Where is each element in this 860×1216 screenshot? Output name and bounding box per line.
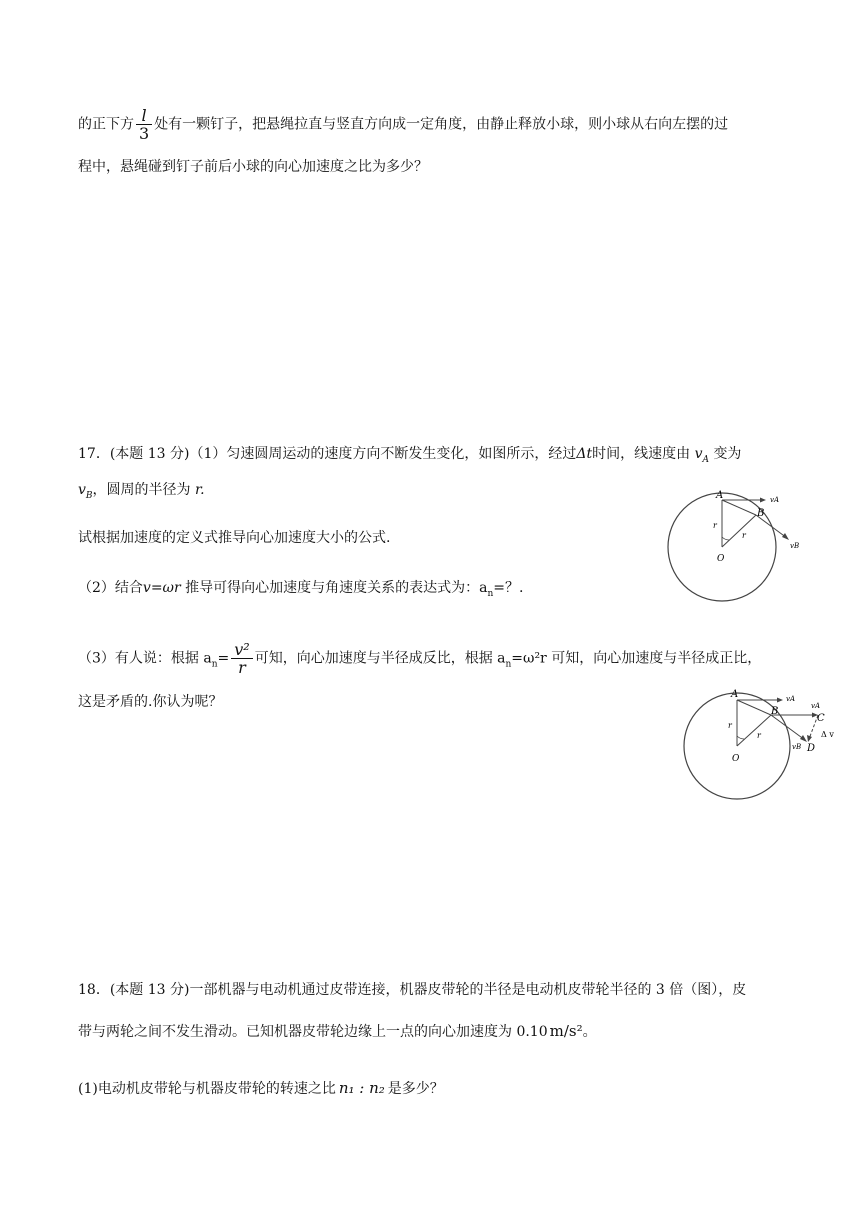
label-A: A (716, 490, 724, 501)
label-vA: vA (786, 695, 796, 703)
angle-arc (722, 537, 729, 540)
q17-part3: （3）有人说：根据 $a_n=$ $\frac{\text{v²}}{r}$ 可知，向心加速度与半径成反比，根据 $a_n=\omega^2r$ 可知，向心加速度与半径成正比， (78, 640, 762, 677)
label-B: B (771, 706, 779, 717)
arrowhead-vB (782, 533, 789, 540)
q18-line2: 带与两轮之间不发生滑动。已知机器皮带轮边缘上一点的向心加速度为 0.10 m/s²。 (78, 1022, 597, 1040)
label-D: D (807, 743, 816, 754)
label-vB: vB (792, 743, 802, 751)
arrowhead-vA (777, 698, 783, 703)
label-delta-v: Δ v (821, 730, 834, 739)
q17-line3: 试根据加速度的定义式推导向心加速度大小的公式. (78, 530, 391, 546)
label-vB: vB (790, 542, 800, 550)
q17-line-last: 这是矛盾的.你认为呢？ (78, 694, 223, 710)
circle-figure-2 (678, 686, 838, 806)
q17-line2: $v_B$，圆周的半径为 r. (78, 482, 205, 501)
vector-vB (771, 715, 805, 740)
label-r1: r (713, 521, 717, 530)
q16-line1: 的正下方 $\frac{l}{3}$ 处有一颗钉子，把悬绳拉直与竖直方向成一定角度，由静止释放小球，则小球从右向左摆的过 (78, 106, 729, 143)
arrowhead-delta-v (807, 735, 812, 742)
angle-arc (737, 736, 744, 739)
q18-line1: 18．(本题 13 分)一部机器与电动机通过皮带连接，机器皮带轮的半径是电动机皮带轮半径的 3 倍（图），皮 (78, 982, 747, 998)
circle-figure-1 (666, 488, 816, 608)
label-r2: r (757, 731, 761, 740)
label-B: B (757, 508, 765, 519)
arrowhead-vB (800, 735, 807, 742)
label-O: O (717, 554, 725, 564)
chord-AB (722, 500, 756, 515)
q17-part2: （2）结合v=ωr 推导可得向心加速度与角速度关系的表达式为：$a_n=$？. (78, 580, 524, 599)
q17-header: 17．(本题 13 分)（1）匀速圆周运动的速度方向不断发生变化，如图所示，经过Δt时间，线速度由 $v_A$ 变为 (78, 446, 742, 465)
fraction-v2-over-r: $\frac{\text{v²}}{r}$ (231, 641, 252, 676)
label-r2: r (742, 531, 746, 540)
radius-OB (722, 515, 756, 547)
arrowhead-vA (760, 498, 766, 503)
label-vA-translated: vA (811, 702, 821, 710)
label-r1: r (728, 721, 732, 730)
label-O: O (732, 754, 740, 764)
label-A: A (731, 689, 739, 700)
fraction-l-over-3: $\frac{l}{3}$ (136, 107, 152, 142)
q16-line2: 程中，悬绳碰到钉子前后小球的向心加速度之比为多少？ (78, 159, 428, 175)
label-C: C (817, 713, 825, 724)
radius-OB (737, 715, 771, 746)
label-vA: vA (770, 496, 780, 504)
q18-part1: (1)电动机皮带轮与机器皮带轮的转速之比 n₁ : n₂ 是多少？ (78, 1079, 444, 1097)
